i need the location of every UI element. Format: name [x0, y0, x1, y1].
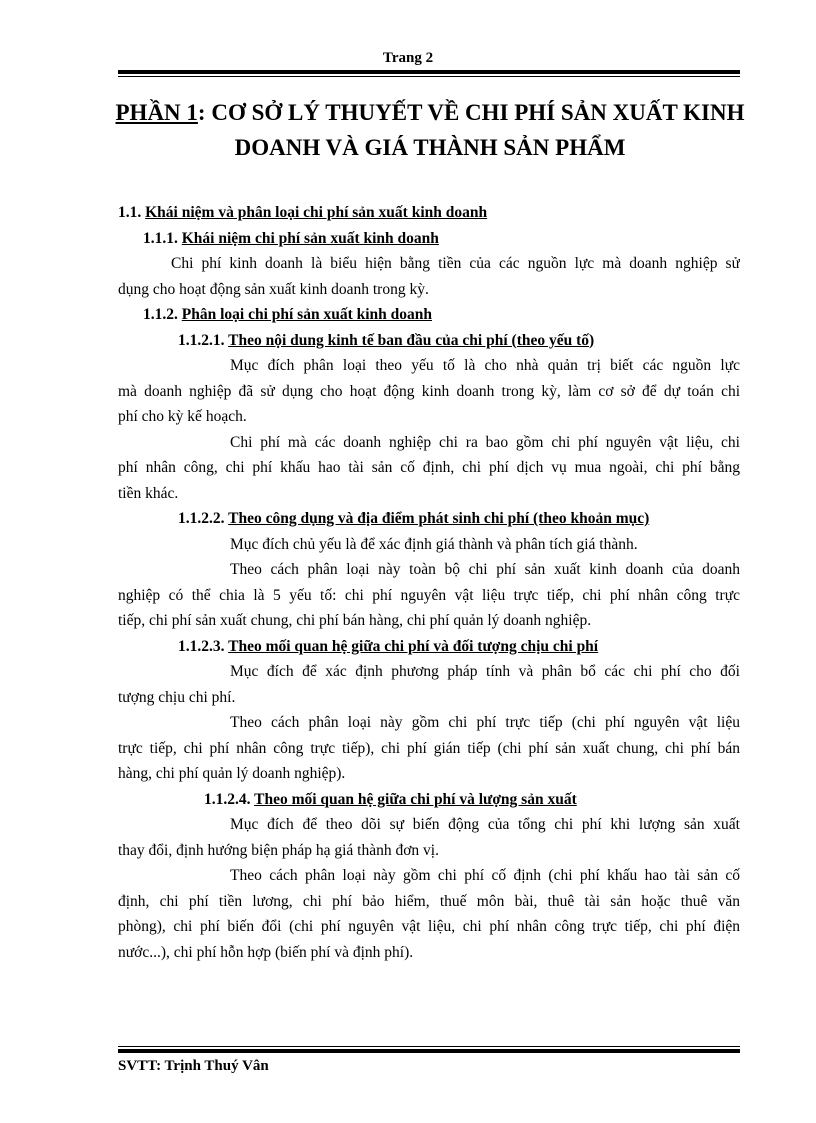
heading-1-1-2-4: 1.1.2.4. Theo mối quan hệ giữa chi phí và lượng sản xuất — [204, 790, 577, 808]
heading-1-1-2-1: 1.1.2.1. Theo nội dung kinh tế ban đầu của chi phí (theo yếu tố) — [178, 331, 595, 349]
paragraph-line: tiếp, chi phí sản xuất chung, chi phí bán hàng, chi phí quản lý doanh nghiệp. — [118, 612, 592, 629]
paragraph-line: mà doanh nghiệp đã sử dụng cho hoạt động kinh doanh trong kỳ, làm cơ sở để dự toán chi — [118, 382, 740, 400]
paragraph-line: hàng, chi phí quản lý doanh nghiệp). — [118, 765, 346, 782]
paragraph-line: Mục đích phân loại theo yếu tố là cho nhà quản trị biết các nguồn lực — [230, 357, 740, 374]
paragraph-line: phòng), chi phí biến đổi (chi phí nguyên vật liệu, chi phí nhân công trực tiếp, chi phí điện — [118, 918, 740, 935]
paragraph-line: nghiệp có thể chia là 5 yếu tố: chi phí nguyên vật liệu trực tiếp, chi phí nhân công trực — [118, 586, 740, 604]
title-line-2: DOANH VÀ GIÁ THÀNH SẢN PHẨM — [234, 135, 626, 160]
page-title — [100, 95, 760, 165]
paragraph-line: Chi phí mà các doanh nghiệp chi ra bao gồm chi phí nguyên vật liệu, chi — [230, 433, 740, 451]
part-label: PHẦN 1 — [115, 100, 198, 125]
heading-1-1-2-2: 1.1.2.2. Theo công dụng và địa điểm phát sinh chi phí (theo khoản mục) — [178, 510, 650, 527]
paragraph-line: thay đổi, định hướng biện pháp hạ giá thành đơn vị. — [118, 841, 439, 859]
paragraph-line: Mục đích chủ yếu là để xác định giá thành và phân tích giá thành. — [230, 535, 638, 553]
paragraph-line: phí cho kỳ kế hoạch. — [118, 408, 247, 425]
document-body — [118, 200, 740, 965]
heading-1-1: 1.1. Khái niệm và phân loại chi phí sản xuất kinh doanh — [118, 204, 488, 221]
paragraph-line: Chi phí kinh doanh là biểu hiện bằng tiền của các nguồn lực mà doanh nghiệp sử — [171, 255, 740, 272]
paragraph-line: tiền khác. — [118, 484, 179, 502]
paragraph-line: nước...), chi phí hỗn hợp (biến phí và định phí). — [118, 943, 414, 961]
paragraph-line: trực tiếp, chi phí nhân công trực tiếp), chi phí gián tiếp (chi phí sản xuất chung, chi phí bán — [118, 739, 740, 757]
paragraph-line: định, chi phí tiền lương, chi phí bảo hiểm, thuế môn bài, thuê tài sản hoặc thuê văn — [118, 892, 740, 910]
paragraph-line: Mục đích để theo dõi sự biến động của tổng chi phí khi lượng sản xuất — [230, 816, 740, 833]
paragraph-line: Theo cách phân loại này gồm chi phí cố định (chi phí khấu hao tài sản cố — [230, 867, 740, 884]
footer-author: SVTT: Trịnh Thuý Vân — [118, 1058, 269, 1074]
paragraph-line: Mục đích để xác định phương pháp tính và phân bổ các chi phí cho đối — [230, 663, 740, 680]
paragraph-line: Theo cách phân loại này toàn bộ chi phí sản xuất kinh doanh của doanh — [230, 561, 740, 578]
paragraph-line: Theo cách phân loại này gồm chi phí trực tiếp (chi phí nguyên vật liệu — [230, 714, 740, 731]
paragraph-line: phí nhân công, chi phí khấu hao tài sản cố định, chi phí dịch vụ mua ngoài, chi phí bằng — [118, 459, 740, 476]
heading-1-1-1: 1.1.1. Khái niệm chi phí sản xuất kinh doanh — [143, 229, 439, 247]
footer-divider — [118, 1046, 740, 1053]
paragraph-line: dụng cho hoạt động sản xuất kinh doanh trong kỳ. — [118, 280, 429, 298]
heading-1-1-2: 1.1.2. Phân loại chi phí sản xuất kinh doanh — [143, 306, 433, 323]
header-divider — [118, 70, 740, 77]
paragraph-line: tượng chịu chi phí. — [118, 688, 236, 706]
title-line-1: PHẦN 1: CƠ SỞ LÝ THUYẾT VỀ CHI PHÍ SẢN XUẤT KINH — [115, 100, 745, 125]
heading-1-1-2-3: 1.1.2.3. Theo mối quan hệ giữa chi phí và đối tượng chịu chi phí — [178, 637, 599, 655]
page-number-label: Trang 2 — [382, 50, 434, 66]
